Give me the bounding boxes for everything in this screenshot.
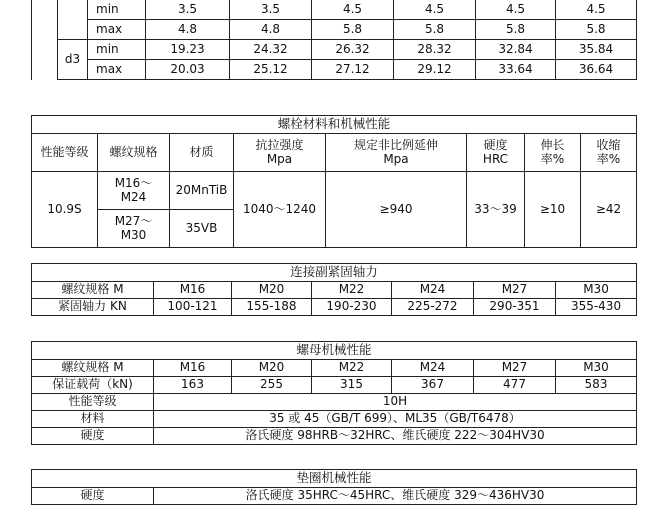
- dim-value: 29.12: [394, 60, 476, 80]
- blank-cell: [32, 0, 58, 80]
- header-grade: 性能等级: [32, 134, 98, 172]
- table-row: [32, 411, 637, 428]
- washer-table-title: 垫圈机械性能: [32, 470, 637, 488]
- dim-value: 4.5: [394, 0, 476, 20]
- dim-value: 5.8: [312, 20, 394, 40]
- load-cell: 583: [556, 377, 637, 394]
- header-hardness: 硬度 HRC: [467, 134, 525, 172]
- bolt-material: 20MnTiB: [170, 172, 234, 210]
- load-cell: 477: [474, 377, 556, 394]
- table-row: [32, 40, 637, 60]
- dim-value: 20.03: [146, 60, 230, 80]
- header-material: 材质: [170, 134, 234, 172]
- preload-table-title: 连接副紧固轴力: [32, 264, 637, 282]
- header-yield: 规定非比例延伸 Mpa: [326, 134, 467, 172]
- nut-material: 35 或 45（GB/T 699）、ML35（GB/T6478）: [154, 411, 637, 428]
- header-tensile: 抗拉强度 Mpa: [234, 134, 326, 172]
- table-row: [32, 394, 637, 411]
- dim-sub: min: [88, 40, 146, 60]
- nut-material-label: 材料: [32, 411, 154, 428]
- load-cell: 367: [392, 377, 474, 394]
- bolt-grade: 10.9S: [32, 172, 98, 248]
- spec-cell: M24: [392, 360, 474, 377]
- force-cell: 155-188: [232, 299, 312, 316]
- dim-value: 25.12: [230, 60, 312, 80]
- dim-sub: min: [88, 0, 146, 20]
- dim-value: 4.8: [146, 20, 230, 40]
- spec-cell: M27: [474, 360, 556, 377]
- dim-value: 4.5: [476, 0, 556, 20]
- force-cell: 190-230: [312, 299, 392, 316]
- table-row: [32, 0, 637, 20]
- table-row: [32, 299, 637, 316]
- dim-value: 24.32: [230, 40, 312, 60]
- dim-sub: max: [88, 20, 146, 40]
- spec-cell: M22: [312, 360, 392, 377]
- washer-hardness-label: 硬度: [32, 488, 154, 505]
- spec-cell: M20: [232, 282, 312, 299]
- nut-hardness-label: 硬度: [32, 428, 154, 445]
- nut-hardness: 洛氏硬度 98HRB～32HRC、维氏硬度 222～304HV30: [154, 428, 637, 445]
- dim-label: [58, 0, 88, 40]
- dim-value: 28.32: [394, 40, 476, 60]
- dim-value: 32.84: [476, 40, 556, 60]
- dim-value: 4.5: [312, 0, 394, 20]
- nut-properties-table: [31, 341, 637, 445]
- table-row: [32, 377, 637, 394]
- load-cell: 163: [154, 377, 232, 394]
- preload-table: [31, 263, 637, 316]
- table-row: [32, 360, 637, 377]
- dim-value: 36.64: [556, 60, 637, 80]
- dim-value: 19.23: [146, 40, 230, 60]
- table-row: [32, 342, 637, 360]
- spec-cell: M30: [556, 360, 637, 377]
- bolt-yield: ≥940: [326, 172, 467, 248]
- force-cell: 225-272: [392, 299, 474, 316]
- washer-properties-table: [31, 469, 637, 505]
- force-cell: 100-121: [154, 299, 232, 316]
- washer-hardness: 洛氏硬度 35HRC～45HRC、维氏硬度 329～436HV30: [154, 488, 637, 505]
- table-row: [32, 116, 637, 134]
- table-row: [32, 470, 637, 488]
- header-spec: 螺纹规格: [98, 134, 170, 172]
- bolt-spec: M16～ M24: [98, 172, 170, 210]
- bolt-tensile: 1040～1240: [234, 172, 326, 248]
- dim-value: 35.84: [556, 40, 637, 60]
- header-shrinkage: 收缩 率%: [581, 134, 637, 172]
- dim-value: 5.8: [476, 20, 556, 40]
- spec-cell: M30: [556, 282, 637, 299]
- nut-grade: 10H: [154, 394, 637, 411]
- dim-value: 26.32: [312, 40, 394, 60]
- bolt-hardness: 33～39: [467, 172, 525, 248]
- bolt-material: 35VB: [170, 210, 234, 248]
- bolt-shrinkage: ≥42: [581, 172, 637, 248]
- bolt-table-title: 螺栓材料和机械性能: [32, 116, 637, 134]
- force-cell: 355-430: [556, 299, 637, 316]
- bolt-elongation: ≥10: [525, 172, 581, 248]
- dim-value: 3.5: [146, 0, 230, 20]
- table-row: [32, 134, 637, 172]
- preload-spec-label: 螺纹规格 M: [32, 282, 154, 299]
- table-row: [32, 60, 637, 80]
- spec-cell: M22: [312, 282, 392, 299]
- dim-value: 27.12: [312, 60, 394, 80]
- table-row: [32, 488, 637, 505]
- nut-load-label: 保证载荷（kN): [32, 377, 154, 394]
- dim-value: 5.8: [556, 20, 637, 40]
- table-row: [32, 172, 637, 210]
- dim-value: 4.8: [230, 20, 312, 40]
- bolt-properties-table: [31, 115, 637, 248]
- nut-table-title: 螺母机械性能: [32, 342, 637, 360]
- dim-value: 4.5: [556, 0, 637, 20]
- bolt-spec: M27～ M30: [98, 210, 170, 248]
- dim-sub: max: [88, 60, 146, 80]
- nut-spec-label: 螺纹规格 M: [32, 360, 154, 377]
- header-elongation: 伸长 率%: [525, 134, 581, 172]
- preload-force-label: 紧固轴力 KN: [32, 299, 154, 316]
- dim-value: 5.8: [394, 20, 476, 40]
- nut-grade-label: 性能等级: [32, 394, 154, 411]
- dimension-table: [31, 0, 637, 80]
- table-row: [32, 428, 637, 445]
- load-cell: 255: [232, 377, 312, 394]
- load-cell: 315: [312, 377, 392, 394]
- table-row: [32, 264, 637, 282]
- table-row: [32, 282, 637, 299]
- dim-value: 3.5: [230, 0, 312, 20]
- dim-value: 33.64: [476, 60, 556, 80]
- spec-cell: M24: [392, 282, 474, 299]
- table-row: [32, 20, 637, 40]
- spec-cell: M16: [154, 360, 232, 377]
- spec-cell: M27: [474, 282, 556, 299]
- force-cell: 290-351: [474, 299, 556, 316]
- spec-cell: M16: [154, 282, 232, 299]
- spec-cell: M20: [232, 360, 312, 377]
- dim-label: d3: [58, 40, 88, 80]
